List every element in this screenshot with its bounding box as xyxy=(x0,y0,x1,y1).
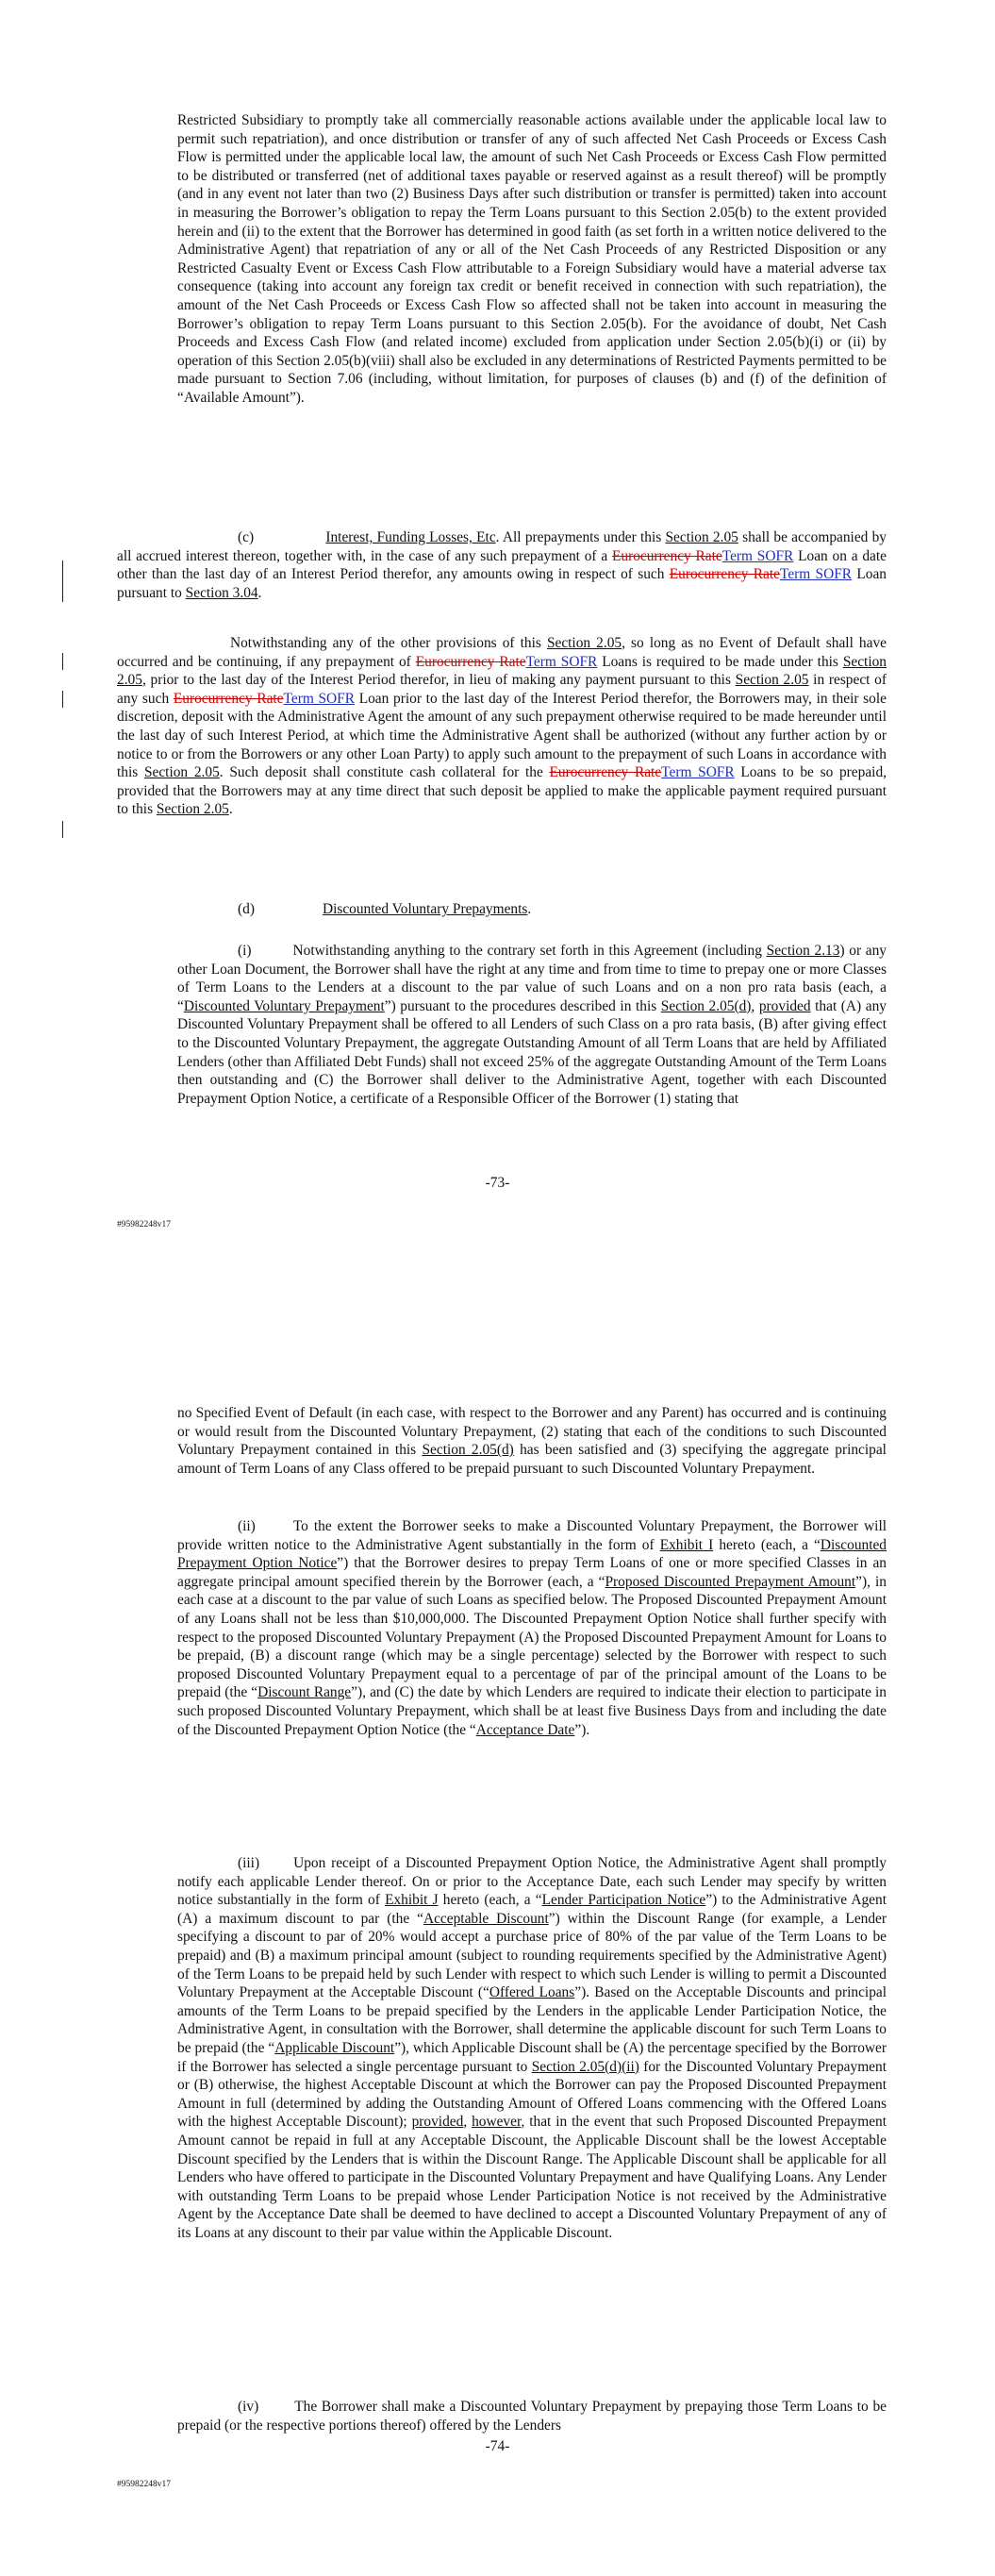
section-ref: Section 2.05 xyxy=(546,635,622,651)
provided-keyword: provided xyxy=(411,2114,464,2131)
defined-term: Lender Participation Notice xyxy=(541,1892,706,1909)
inserted-text: Term SOFR xyxy=(283,690,355,707)
page-74 xyxy=(0,1288,995,2576)
section-ref: Exhibit J xyxy=(385,1892,439,1909)
paragraph-continuation: no Specified Event of Default (in each case, with respect to the Borrower and any Parent) has occurred and is continuing or would result from the Discounted Voluntary Prepayment, (2) stating that each of the conditions to such Discounted Voluntary Prepayment contained in this Section 2.05(d) has been satisfied and (3) specifying the aggregate principal amount of Term Loans of any Class offered to be prepaid pursuant to such Discounted Voluntary Prepayment. xyxy=(177,1405,887,1477)
clause-heading: Discounted Voluntary Prepayments xyxy=(322,901,528,917)
paragraph-d-ii: (ii) To the extent the Borrower seeks to make a Discounted Voluntary Prepayment, the Borrower will provide written notice to the Administrative Agent substantially in the form of Exhibit I hereto (each, a “Discounted Prepayment Option Notice”) that the Borrower desires to prepay Term Loans of one or more specified Classes in an aggregate principal amount specified therein by the Borrower (each, a “Proposed Discounted Prepayment Amount”), in each case at a discount to the par value of such Loans as specified below. The Proposed Discounted Prepayment Amount of any Loans shall not be less than $10,000,000. The Discounted Prepayment Option Notice shall further specify with respect to the proposed Discounted Voluntary Prepayment (A) the Proposed Discounted Prepayment Amount for Loans to be prepaid, (B) a discount range (which may be a single percentage) selected by the Borrower with respect to such proposed Discounted Voluntary Prepayment equal to a percentage of par of the principal amount of the Loans to be prepaid (the “Discount Range”), and (C) the date by which Lenders are required to indicate their election to participate in such proposed Discounted Voluntary Prepayment, which shall be at least five Business Days from and including the date of the Discounted Prepayment Option Notice (the “Acceptance Date”). xyxy=(177,1518,887,1738)
defined-term: Discounted Prepayment Option Notice xyxy=(177,1536,887,1572)
deleted-text: Eurocurrency Rate xyxy=(549,764,662,781)
paragraph-d-iv: (iv) The Borrower shall make a Discounted Voluntary Prepayment by prepaying those Term Loans to be prepaid (or the respective portions thereof) offered by the Lenders xyxy=(177,2399,887,2434)
defined-term: Discount Range xyxy=(257,1684,352,1701)
section-ref: Section 2.05 xyxy=(735,672,809,689)
section-ref: Section 2.05 xyxy=(117,653,887,689)
clause-label: (iv) xyxy=(238,2399,259,2415)
clause-label: (iii) xyxy=(238,1855,260,1871)
change-bar xyxy=(62,691,63,708)
paragraph-repatriation: Restricted Subsidiary to promptly take all commercially reasonable actions available under the applicable local law to permit such repatriation), and once distribution or transfer of any of such affected Net Cash Proceeds or Excess Cash Flow is permitted under the applicable local law, the amount of such Net Cash Proceeds or Excess Cash Flow permitted to be distributed or transferred (net of additional taxes payable or reserved against as a result thereof) will be promptly (and in any event not later than two (2) Business Days after such distribution or transfer is permitted) taken into account in measuring the Borrower’s obligation to repay the Term Loans pursuant to this Section 2.05(b) to the extent provided herein and (ii) to the extent that the Borrower has determined in good faith (as set forth in a written notice delivered to the Administrative Agent) that repatriation of any or all of the Net Cash Proceeds of any Restricted Disposition or any Restricted Casualty Event or Excess Cash Flow attributable to a Foreign Subsidiary would have a material adverse tax consequence (taking into account any foreign tax credit or benefit received in connection with such repatriation), the amount of the Net Cash Proceeds or Excess Cash Flow so affected shall not be taken into account in measuring the Borrower’s obligation to repay Term Loans pursuant to this Section 2.05(b). For the avoidance of doubt, Net Cash Proceeds and Excess Cash Flow (and related income) excluded from application under Section 2.05(b)(i) or (ii) by operation of this Section 2.05(b)(viii) shall also be excluded in any determinations of Restricted Payments permitted to be made pursuant to Section 7.06 (including, without limitation, for purposes of clauses (b) and (f) of the definition of “Available Amount”). xyxy=(177,112,887,406)
document-id: #95982248v17 xyxy=(117,2480,171,2489)
inserted-text: Term SOFR xyxy=(525,653,598,670)
however-keyword: however xyxy=(472,2114,522,2131)
provided-keyword: provided xyxy=(758,997,811,1014)
inserted-text: Term SOFR xyxy=(780,566,853,583)
section-ref: Section 2.05 xyxy=(665,529,738,545)
paragraph-d-i: (i) Notwithstanding anything to the contrary set forth in this Agreement (including Section 2.13) or any other Loan Document, the Borrower shall have the right at any time and from time to time to prepay one or more Classes of Term Loans to the Lenders at a discount to the par value of such Loans and on a non pro rata basis (each, a “Discounted Voluntary Prepayment”) pursuant to the procedures described in this Section 2.05(d), provided that (A) any Discounted Voluntary Prepayment shall be offered to all Lenders of such Class on a pro rata basis, (B) after giving effect to the Discounted Voluntary Prepayment, the aggregate Outstanding Amount of all Term Loans that are held by Affiliated Lenders (other than Affiliated Debt Funds) shall not exceed 25% of the aggregate Outstanding Amount of the Term Loans then outstanding and (C) the Borrower shall deliver to the Administrative Agent, together with each Discounted Prepayment Option Notice, a certificate of a Responsible Officer of the Borrower (1) stating that xyxy=(177,943,887,1107)
paragraph-c-interest: (c) Interest, Funding Losses, Etc. All prepayments under this Section 2.05 shall be accompanied by all accrued interest thereon, together with, in the case of any such prepayment of a Eurocurrency RateTerm SOFR Loan on a date other than the last day of an Interest Period therefor, any amounts owing in respect of such Eurocurrency RateTerm SOFR Loan pursuant to Section 3.04. xyxy=(117,529,887,601)
defined-term: Acceptable Discount xyxy=(423,1910,549,1927)
defined-term: Acceptance Date xyxy=(475,1721,575,1738)
change-bar xyxy=(62,560,63,602)
inserted-text: Term SOFR xyxy=(661,764,735,781)
paragraph-notwithstanding: Notwithstanding any of the other provisions of this Section 2.05, so long as no Event of Default shall have occurred and be continuing, if any prepayment of Eurocurrency RateTerm SOFR Loans is required to be made under this Section 2.05, prior to the last day of the Interest Period therefor, in lieu of making any payment pursuant to this Section 2.05 in respect of any such Eurocurrency RateTerm SOFR Loan prior to the last day of the Interest Period therefor, the Borrowers may, in their sole discretion, deposit with the Administrative Agent the amount of any such prepayment otherwise required to be made hereunder until the last day of such Interest Period, at which time the Administrative Agent shall be authorized (without any further action by or notice to or from the Borrowers or any other Loan Party) to apply such amount to the prepayment of such Loans in accordance with this Section 2.05. Such deposit shall constitute cash collateral for the Eurocurrency RateTerm SOFR Loans to be so prepaid, provided that the Borrowers may at any time direct that such deposit be applied to make the applicable payment required pursuant to this Section 2.05. xyxy=(117,635,887,818)
deleted-text: Eurocurrency Rate xyxy=(611,547,722,564)
section-ref: Section 2.05 xyxy=(143,764,220,781)
change-bar xyxy=(62,821,63,838)
deleted-text: Eurocurrency Rate xyxy=(415,653,526,670)
deleted-text: Eurocurrency Rate xyxy=(669,566,780,583)
change-bar xyxy=(62,653,63,670)
section-ref: Section 2.05(d) xyxy=(660,997,752,1014)
heading-d: (d) Discounted Voluntary Prepayments. xyxy=(238,901,532,917)
section-ref: Section 2.05(d)(ii) xyxy=(531,2058,639,2075)
defined-term: Discounted Voluntary Prepayment xyxy=(183,997,385,1014)
defined-term: Proposed Discounted Prepayment Amount xyxy=(605,1573,856,1590)
clause-label: (ii) xyxy=(238,1518,256,1534)
inserted-text: Term SOFR xyxy=(721,547,794,564)
clause-label: (d) xyxy=(238,901,255,917)
page-number: -74- xyxy=(485,2438,510,2454)
page-number: -73- xyxy=(485,1175,510,1191)
paragraph-d-iii: (iii) Upon receipt of a Discounted Prepayment Option Notice, the Administrative Agent shall promptly notify each applicable Lender thereof. On or prior to the Acceptance Date, each such Lender may specify by written notice substantially in the form of Exhibit J hereto (each, a “Lender Participation Notice”) to the Administrative Agent (A) a maximum discount to par (the “Acceptable Discount”) within the Discount Range (for example, a Lender specifying a discount to par of 20% would accept a purchase price of 80% of the par value of the Term Loans to be prepaid) and (B) a maximum principal amount (subject to rounding requirements specified by the Administrative Agent) of the Term Loans to be prepaid held by such Lender with respect to which such Lender is willing to permit a Discounted Voluntary Prepayment at the Acceptable Discount (“Offered Loans”). Based on the Acceptable Discounts and principal amounts of the Term Loans to be prepaid specified by the Lenders in the applicable Lender Participation Notice, the Administrative Agent, in consultation with the Borrower, shall determine the applicable discount for such Term Loans to be prepaid (the “Applicable Discount”), which Applicable Discount shall be (A) the percentage specified by the Borrower if the Borrower has selected a single percentage pursuant to Section 2.05(d)(ii) for the Discounted Voluntary Prepayment or (B) otherwise, the highest Acceptable Discount at which the Borrower can pay the Proposed Discounted Prepayment Amount in full (determined by adding the Outstanding Amount of Offered Loans commencing with the Offered Loans with the highest Acceptable Discount); provided, however, that in the event that such Proposed Discounted Prepayment Amount cannot be repaid in full at any Acceptable Discount, the Applicable Discount shall be the lowest Acceptable Discount specified by the Lenders that is within the Discount Range. The Applicable Discount shall be applicable for all Lenders who have offered to participate in the Discounted Voluntary Prepayment and have Qualifying Loans. Any Lender with outstanding Term Loans to be prepaid whose Lender Participation Notice is not received by the Administrative Agent by the Acceptance Date shall be deemed to have declined to accept a Discounted Voluntary Prepayment of any of its Loans at any discount to their par value within the Applicable Discount. xyxy=(177,1855,887,2241)
clause-heading: Interest, Funding Losses, Etc xyxy=(325,529,496,545)
clause-label: (c) xyxy=(238,529,255,545)
section-ref: Section 2.13 xyxy=(766,943,840,959)
section-ref: Section 2.05 xyxy=(156,801,229,818)
section-ref: Section 2.05(d) xyxy=(422,1442,514,1459)
document-id: #95982248v17 xyxy=(117,1220,171,1229)
section-ref: Section 3.04 xyxy=(185,584,258,601)
defined-term: Applicable Discount xyxy=(274,2039,395,2056)
section-ref: Exhibit I xyxy=(659,1536,714,1553)
deleted-text: Eurocurrency Rate xyxy=(173,690,284,707)
defined-term: Offered Loans xyxy=(489,1984,575,2001)
clause-label: (i) xyxy=(238,943,252,959)
